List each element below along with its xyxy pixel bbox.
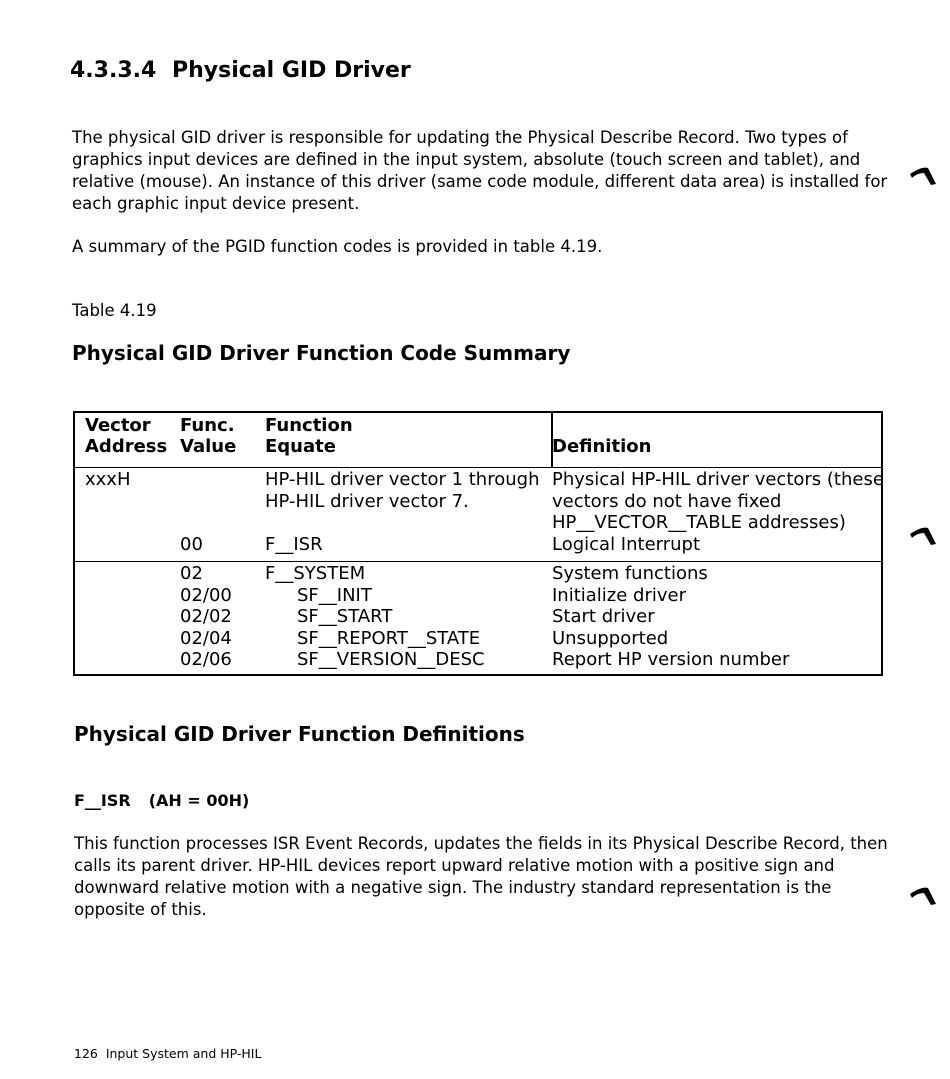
table-cell-func: 00: [180, 533, 203, 555]
table-cell-equate: HP-HIL driver vector 7.: [265, 490, 469, 512]
change-bar-mark-icon: [908, 884, 938, 906]
section-number: 4.3.3.4: [70, 58, 157, 83]
intro-paragraph: The physical GID driver is responsible for updating the Physical Describe Record. Two types of graphics input devices are defined in the input system, absolute (touch screen and tablet), and relative (mouse). An instance of this driver (same code module, different data area) is installed for each graphic input device present.: [72, 128, 888, 213]
table-cell-definition: System functions: [552, 563, 708, 584]
table-cell-func: 02/00: [180, 584, 232, 606]
table-cell-definition: Logical Interrupt: [552, 533, 701, 555]
table-cell-equate: SF__VERSION__DESC: [297, 649, 485, 670]
change-bar-mark-icon: [908, 164, 938, 186]
table-cell-equate: SF__REPORT__STATE: [297, 627, 481, 649]
summary-paragraph: A summary of the PGID function codes is provided in table 4.19.: [72, 237, 603, 256]
table-cell-definition: Initialize driver: [552, 584, 687, 606]
table-header: [75, 413, 881, 468]
table-cell-equate: SF__INIT: [297, 584, 372, 606]
header-divider: [551, 413, 553, 467]
table-cell-equate: HP-HIL driver vector 1 through: [265, 469, 540, 490]
table-cell-equate: F__SYSTEM: [265, 563, 366, 584]
table-cell-definition: Start driver: [552, 606, 655, 627]
section-heading: [70, 58, 411, 83]
table-cell-func: 02/04: [180, 627, 232, 649]
table-cell-func: 02: [180, 563, 203, 584]
function-description: This function processes ISR Event Records, updates the fields in its Physical Describe Record, then calls its parent driver. HP-HIL devices report upward relative motion with a positive sign and downward relative motion with a negative sign. The industry standard representation is the opposite of this.: [74, 834, 888, 919]
function-heading: [74, 791, 249, 810]
table-cell-definition: Report HP version number: [552, 649, 790, 670]
page-number: 126: [74, 1046, 98, 1061]
header-func-value: Func. Value: [180, 415, 237, 457]
table-section-vectors: [75, 467, 884, 562]
table-cell-definition: HP__VECTOR__TABLE addresses): [552, 512, 846, 533]
table-cell-vector: xxxH: [85, 469, 131, 490]
table-cell-definition: Physical HP-HIL driver vectors (these: [552, 469, 884, 490]
header-definition: Definition: [552, 436, 652, 457]
function-name: F__ISR: [74, 791, 131, 810]
table-cell-equate: SF__START: [297, 606, 393, 627]
function-code-table: [73, 411, 883, 676]
table-cell-func: 02/02: [180, 606, 232, 627]
table-label: Table 4.19: [72, 301, 157, 320]
table-cell-definition: vectors do not have fixed: [552, 490, 782, 512]
function-code: (AH = 00H): [148, 791, 250, 810]
page-footer: [74, 1046, 261, 1061]
definitions-heading: Physical GID Driver Function Definitions: [74, 722, 525, 746]
chapter-title: Input System and HP-HIL: [105, 1046, 262, 1061]
change-bar-mark-icon: [908, 524, 938, 546]
table-section-system: [75, 561, 881, 674]
table-caption: Physical GID Driver Function Code Summary: [72, 341, 571, 365]
section-title: Physical GID Driver: [172, 58, 411, 83]
table-cell-definition: Unsupported: [552, 627, 669, 649]
header-function-equate: Function Equate: [265, 415, 353, 457]
table-cell-equate: F__ISR: [265, 533, 323, 555]
header-vector-address: Vector Address: [85, 415, 168, 457]
table-cell-func: 02/06: [180, 649, 232, 670]
